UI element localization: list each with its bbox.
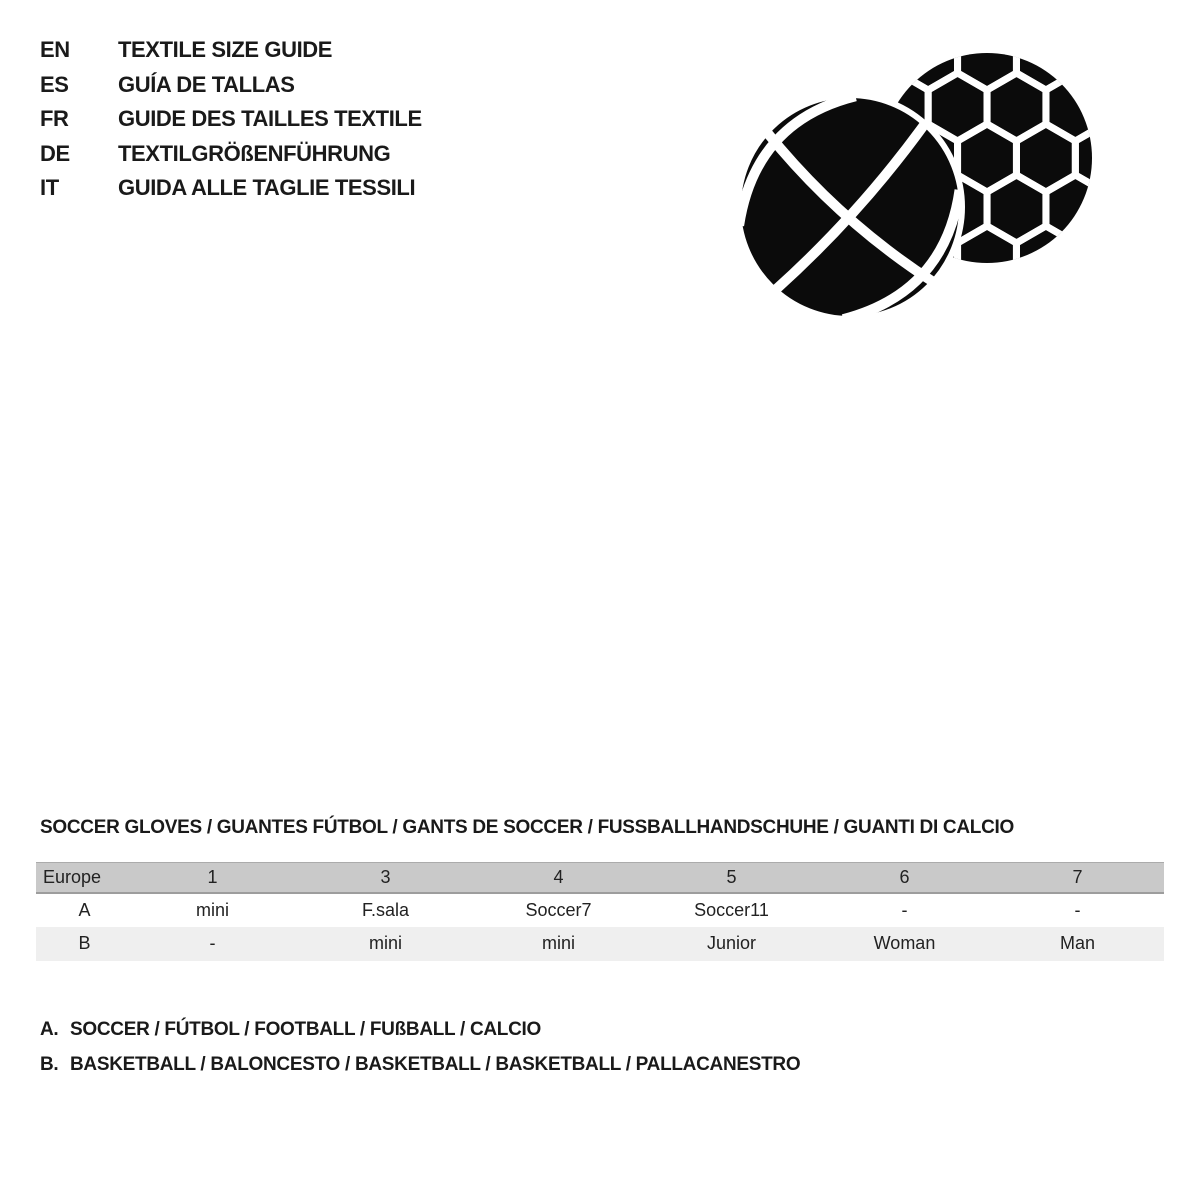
- language-code: IT: [40, 175, 59, 201]
- size-cell: Soccer11: [694, 899, 769, 920]
- size-table-header-row: [36, 863, 1164, 893]
- language-title-list: [40, 33, 422, 206]
- footnote-b: [40, 1047, 800, 1082]
- size-cell: -: [209, 933, 216, 953]
- language-code: EN: [40, 37, 70, 63]
- size-cell: Woman: [873, 933, 936, 953]
- language-row-de: [40, 137, 422, 172]
- row-label: A: [78, 899, 91, 920]
- size-column-header: 5: [645, 863, 818, 893]
- footnote-text: SOCCER / FÚTBOL / FOOTBALL / FUßBALL / CALCIO: [70, 1018, 541, 1040]
- language-row-en: [40, 33, 422, 68]
- size-column-header: 4: [472, 863, 645, 893]
- size-cell: -: [901, 899, 908, 920]
- language-title: GUIDA ALLE TAGLIE TESSILI: [118, 175, 416, 201]
- size-column-header: 6: [818, 863, 991, 893]
- language-code: DE: [40, 140, 70, 166]
- language-code: FR: [40, 106, 69, 132]
- size-cell: Junior: [706, 933, 757, 953]
- footnote-text: BASKETBALL / BALONCESTO / BASKETBALL / BASKETBALL / PALLACANESTRO: [70, 1053, 801, 1075]
- size-cell: mini: [368, 933, 402, 953]
- size-cell: Man: [1059, 933, 1095, 953]
- footnote-letter: A.: [40, 1018, 59, 1040]
- size-column-header: 3: [299, 863, 472, 893]
- language-title: TEXTILGRÖßENFÜHRUNG: [118, 140, 391, 166]
- row-label: B: [78, 933, 91, 953]
- size-cell: -: [1074, 899, 1081, 920]
- size-cell: Soccer7: [525, 899, 592, 920]
- language-row-it: [40, 171, 422, 206]
- language-row-es: [40, 68, 422, 103]
- size-cell: mini: [195, 899, 229, 920]
- language-row-fr: [40, 102, 422, 137]
- footnote-letter: B.: [40, 1053, 59, 1075]
- balls-illustration: [730, 42, 1110, 332]
- language-title: TEXTILE SIZE GUIDE: [118, 37, 333, 63]
- language-code: ES: [40, 71, 69, 97]
- size-row-b: [36, 927, 1164, 961]
- footnote-a: [40, 1012, 800, 1047]
- size-table: [36, 862, 1164, 961]
- size-cell: mini: [541, 933, 575, 953]
- language-title: GUÍA DE TALLAS: [118, 71, 295, 97]
- size-table-container: [36, 862, 1164, 961]
- size-column-header: 7: [991, 863, 1164, 893]
- size-cell: F.sala: [361, 899, 410, 920]
- footnotes: [40, 1012, 800, 1082]
- language-title: GUIDE DES TAILLES TEXTILE: [118, 106, 422, 132]
- size-column-header-region: Europe: [36, 863, 126, 893]
- size-column-header: 1: [126, 863, 299, 893]
- table-title: SOCCER GLOVES / GUANTES FÚTBOL / GANTS DE SOCCER / FUSSBALLHANDSCHUHE / GUANTI DI CALCIO: [40, 817, 1014, 838]
- size-row-a: [36, 893, 1164, 927]
